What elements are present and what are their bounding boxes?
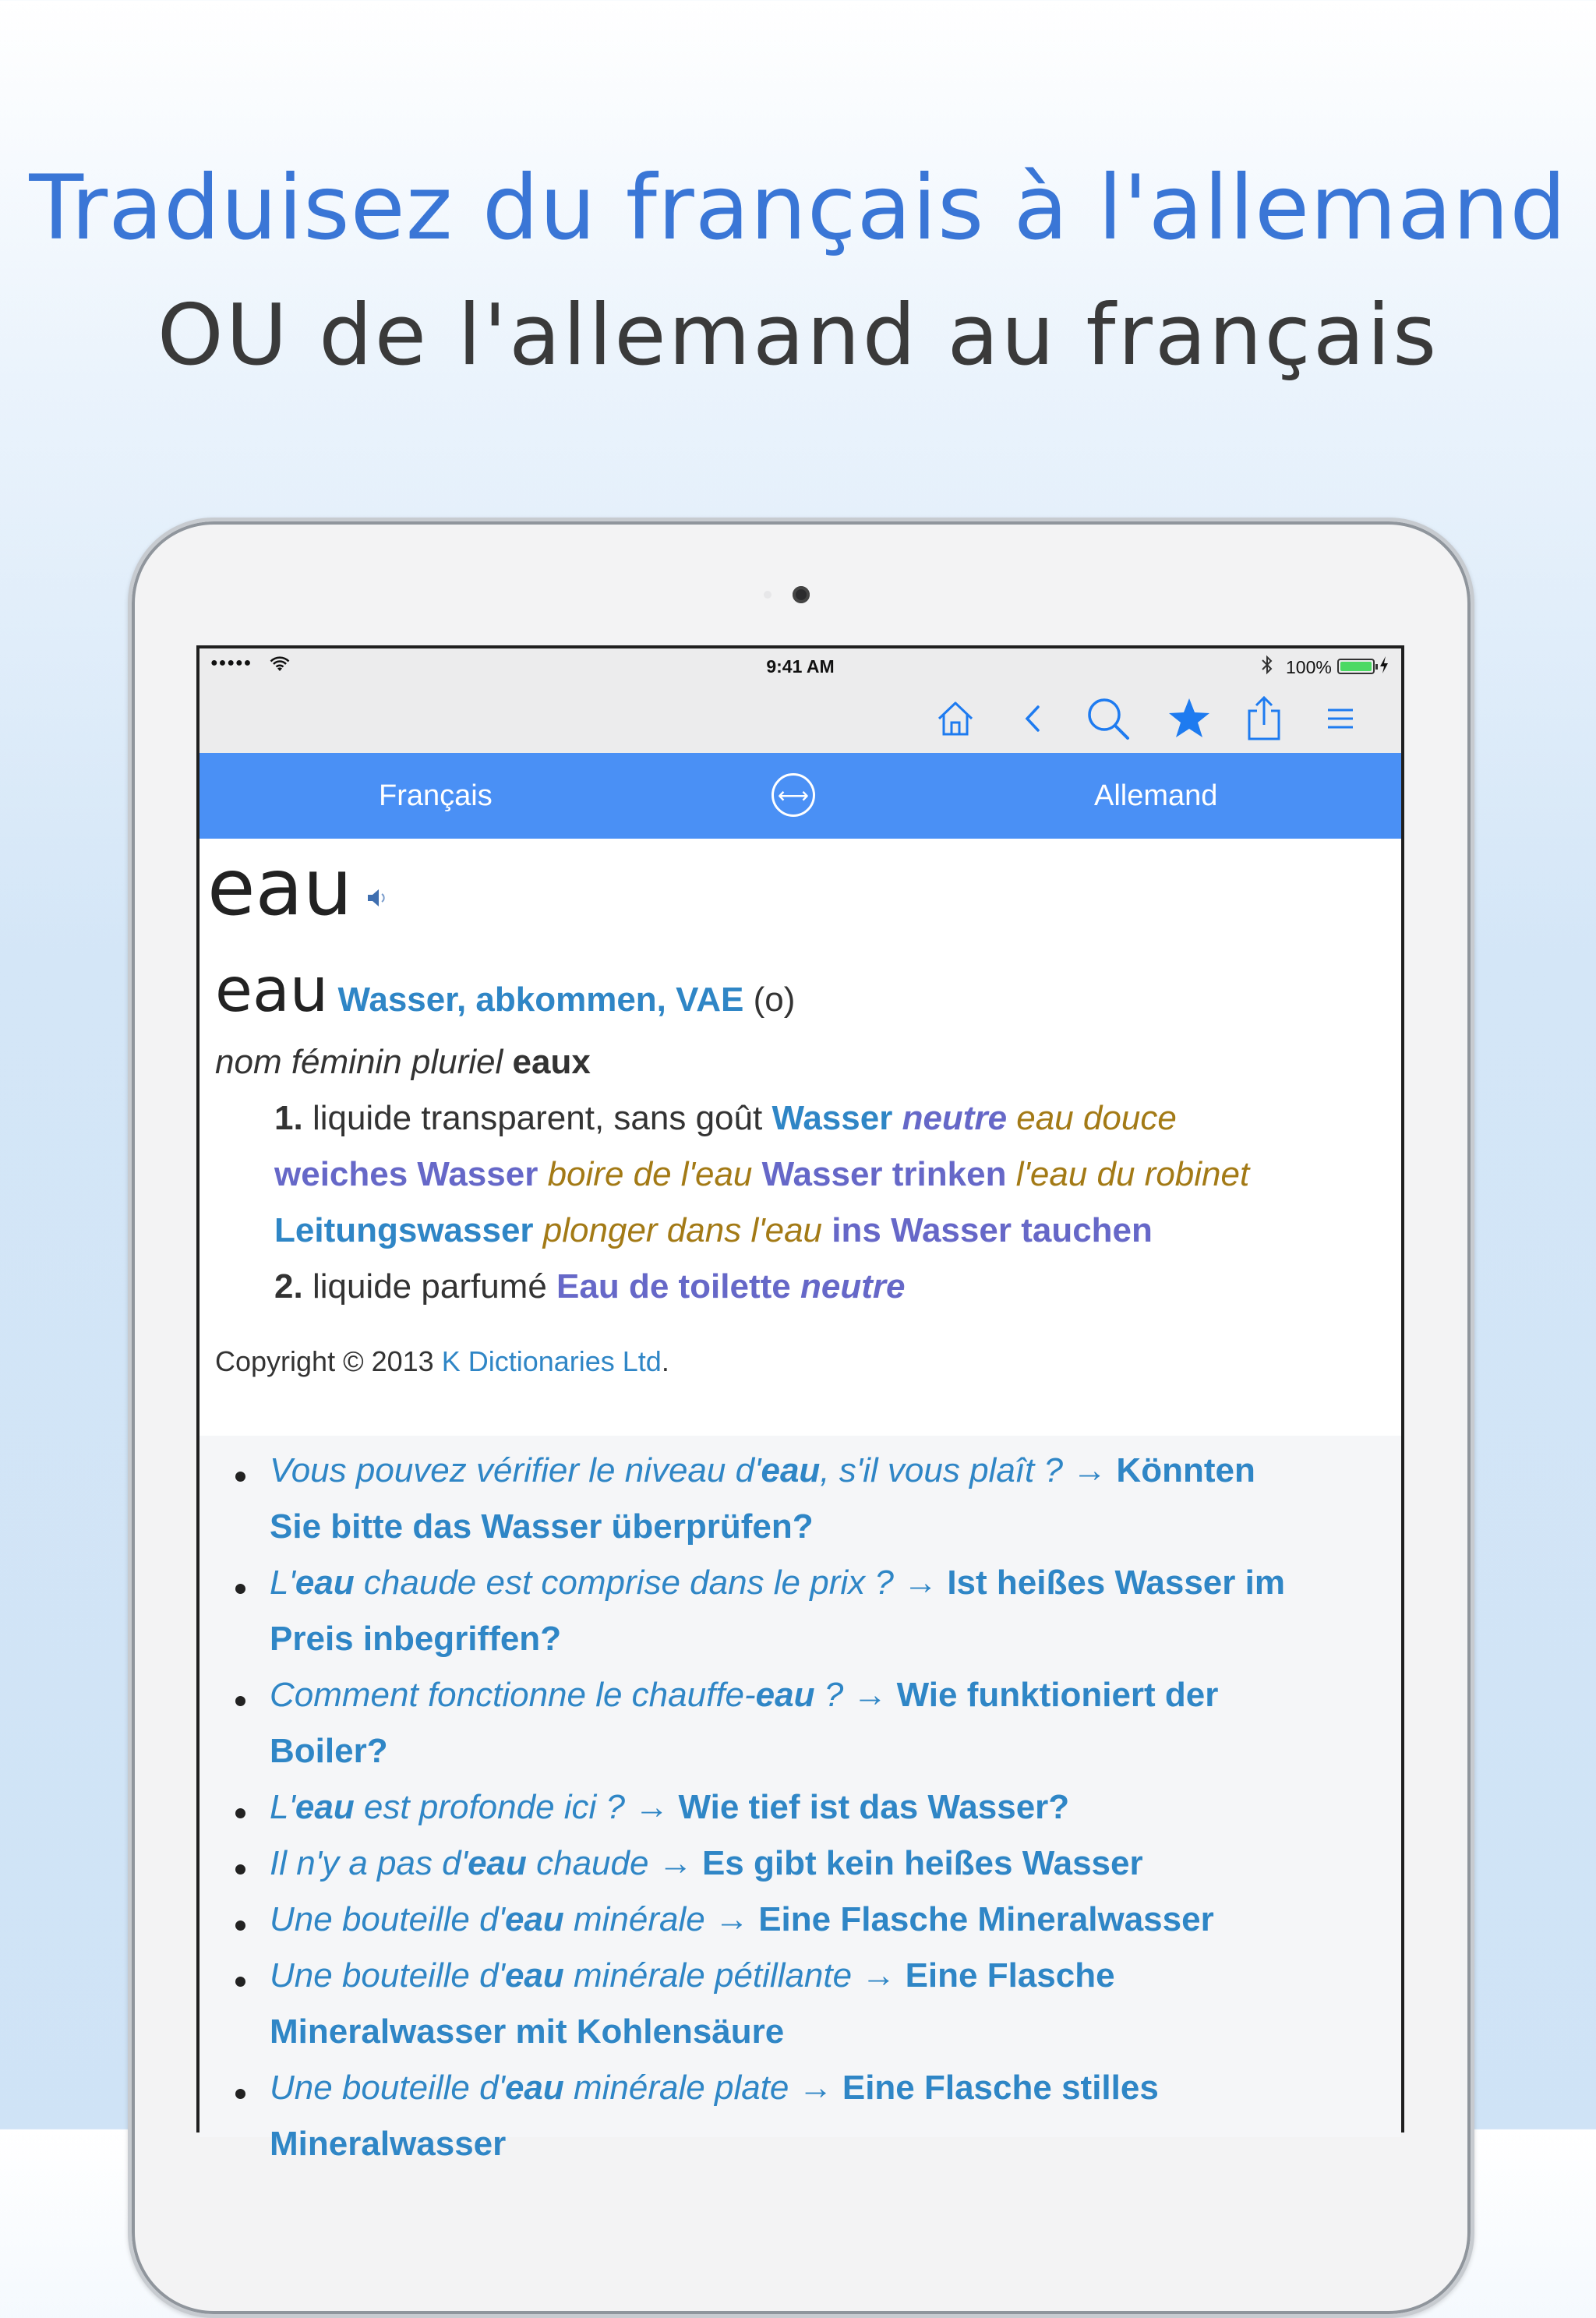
french-text: Une bouteille d' [270, 1956, 505, 1995]
french-text: , s'il vous plaît ? → [820, 1451, 1107, 1489]
german-text: Wie funktioniert der [896, 1676, 1219, 1714]
german-text: Sie bitte das Wasser überprüfen? [270, 1507, 814, 1546]
headline-title: Traduisez du français à l'allemand [29, 156, 1567, 260]
french-text: minérale pétillante → [563, 1956, 896, 1995]
german-text: Ist heißes Wasser im [947, 1564, 1285, 1602]
source-language-button[interactable]: Français [379, 779, 493, 812]
bullet [235, 1696, 245, 1706]
example-translation: Leitungswasser [274, 1211, 534, 1249]
bullet [235, 1864, 245, 1875]
french-keyword: eau [468, 1844, 527, 1882]
example-line [270, 1676, 1218, 1715]
german-text: Es gibt kein heißes Wasser [701, 1844, 1143, 1882]
bullet [235, 1808, 245, 1818]
signal-strength: ●●●●● [210, 656, 252, 670]
german-text: Könnten [1116, 1451, 1255, 1489]
copyright-line [215, 1345, 669, 1378]
example-line [270, 1956, 1115, 1995]
dictionary-entry [200, 839, 1401, 1459]
speaker-icon[interactable] [365, 885, 390, 914]
german-text: Eine Flasche Mineralwasser [758, 1900, 1214, 1938]
example-line [270, 1564, 1285, 1602]
french-text: L' [270, 1788, 295, 1826]
example-translation: ins Wasser tauchen [832, 1211, 1153, 1249]
toolbar [200, 684, 1401, 754]
french-text: est profonde ici ? → [354, 1788, 669, 1826]
copyright-text: Copyright © 2013 [215, 1345, 434, 1377]
sense-1-line-2 [274, 1155, 1249, 1194]
example-line [270, 2012, 784, 2051]
french-keyword: eau [504, 2069, 564, 2107]
example-line [270, 1732, 388, 1771]
example-line [270, 2125, 506, 2164]
german-text: Preis inbegriffen? [270, 1620, 562, 1658]
back-icon[interactable] [1010, 695, 1057, 742]
charging-icon [1379, 655, 1389, 679]
french-text: minérale plate → [563, 2069, 833, 2107]
french-keyword: eau [295, 1788, 355, 1826]
headword-secondary: eau [215, 956, 329, 1026]
french-keyword: eau [504, 1956, 564, 1995]
french-keyword: eau [504, 1900, 564, 1938]
french-text: chaude → [526, 1844, 693, 1882]
german-text: Eine Flasche stilles [842, 2069, 1159, 2107]
bullet [235, 1584, 245, 1594]
battery-icon [1337, 659, 1375, 674]
example-line [270, 1900, 1214, 1939]
example-line [270, 2069, 1159, 2108]
plural-form: eaux [512, 1043, 591, 1081]
status-bar [200, 648, 1401, 684]
part-of-speech: nom féminin pluriel [215, 1043, 503, 1081]
grammar-line [215, 1043, 591, 1082]
french-keyword: eau [755, 1676, 815, 1714]
sense-definition: liquide parfumé [312, 1267, 547, 1306]
german-text: Mineralwasser mit Kohlensäure [270, 2012, 785, 2051]
sense-2-line [274, 1267, 905, 1306]
gender-label: neutre [902, 1099, 1008, 1137]
bullet [235, 1920, 245, 1931]
sense-1-line-3 [274, 1211, 1153, 1250]
battery-percent: 100% [1286, 657, 1332, 677]
example-phrase: boire de l'eau [547, 1155, 753, 1193]
example-line [270, 1844, 1143, 1883]
french-text: minérale → [563, 1900, 749, 1938]
french-text: Une bouteille d' [270, 2069, 505, 2107]
german-text: Eine Flasche [905, 1956, 1115, 1995]
example-phrase: eau douce [1016, 1099, 1177, 1137]
app-screen [196, 645, 1404, 2163]
status-time: 9:41 AM [766, 656, 835, 677]
french-text: chaude est comprise dans le prix ? → [354, 1564, 938, 1602]
entry-header-line [215, 956, 795, 1026]
swap-languages-icon[interactable]: ⟷ [772, 773, 815, 817]
bullet [235, 1472, 245, 1482]
sense-definition: liquide transparent, sans goût [312, 1099, 763, 1137]
sense-1-line-1 [274, 1099, 1177, 1138]
bluetooth-icon [1261, 655, 1273, 680]
headword: eau [207, 842, 353, 933]
example-translation: Wasser trinken [761, 1155, 1007, 1193]
german-text: Boiler? [270, 1732, 388, 1770]
german-text: Mineralwasser [270, 2125, 507, 2163]
home-icon[interactable] [932, 695, 979, 742]
example-phrase: l'eau du robinet [1015, 1155, 1250, 1193]
bullet [235, 2089, 245, 2099]
french-text: Comment fonctionne le chauffe- [270, 1676, 756, 1714]
main-translations: Wasser, abkommen, VAE [337, 981, 744, 1019]
menu-icon[interactable] [1317, 695, 1364, 742]
example-line [270, 1451, 1255, 1490]
example-line [270, 1788, 1069, 1827]
search-icon[interactable] [1085, 695, 1132, 742]
french-keyword: eau [295, 1564, 355, 1602]
example-line [270, 1620, 561, 1659]
gender-label: neutre [800, 1267, 906, 1306]
entry-tag: (o) [753, 981, 796, 1019]
french-text: Une bouteille d' [270, 1900, 505, 1938]
sense-translation: Eau de toilette [556, 1267, 791, 1306]
copyright-period: . [661, 1345, 669, 1377]
french-text: Vous pouvez vérifier le niveau d' [270, 1451, 761, 1489]
german-text: Wie tief ist das Wasser? [678, 1788, 1070, 1826]
french-text: L' [270, 1564, 295, 1602]
target-language-button[interactable]: Allemand [1094, 779, 1218, 812]
front-camera [793, 586, 810, 603]
share-icon[interactable] [1241, 695, 1287, 742]
example-line [270, 1507, 814, 1546]
french-text: Il n'y a pas d' [270, 1844, 468, 1882]
french-keyword: eau [761, 1451, 821, 1489]
star-icon[interactable] [1166, 695, 1213, 742]
example-sentences [200, 1436, 1401, 2163]
bullet [235, 1977, 245, 1987]
example-translation: weiches Wasser [274, 1155, 538, 1193]
example-phrase: plonger dans l'eau [542, 1211, 823, 1249]
headline-subtitle: OU de l'allemand au français [157, 287, 1439, 384]
light-sensor [764, 591, 772, 599]
french-text: ? → [814, 1676, 888, 1714]
sense-translation: Wasser [772, 1099, 893, 1137]
publisher-link[interactable]: K Dictionaries Ltd [441, 1345, 662, 1377]
sense-number: 2. [274, 1267, 303, 1306]
language-bar [200, 753, 1401, 839]
sense-number: 1. [274, 1099, 303, 1137]
